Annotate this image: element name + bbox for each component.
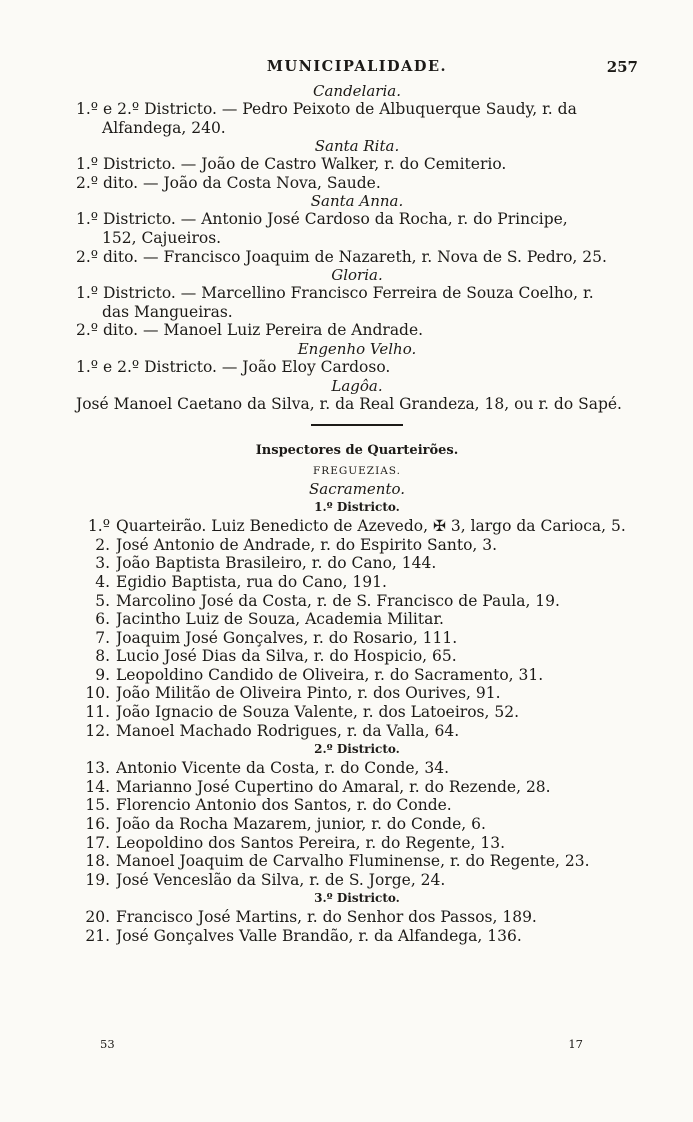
district-entry (76, 358, 638, 377)
district-entry (76, 248, 638, 267)
inspector-row (76, 647, 638, 666)
district-list (76, 908, 638, 945)
inspector-row (76, 759, 638, 778)
inspector-row (76, 610, 638, 629)
running-title: MUNICIPALIDADE. (266, 58, 448, 75)
inspector-number: 14. (85, 777, 110, 796)
entry-lead: 1.º Districto. — Antonio José Cardoso da Rocha, r. do Principe, (76, 210, 568, 229)
inspector-number: 18. (85, 852, 110, 871)
inspector-number: 8. (95, 647, 110, 666)
inspector-entry: José Antonio de Andrade, r. do Espirito Santo, 3. (116, 535, 498, 554)
district-entry (76, 155, 638, 174)
inspector-row (76, 815, 638, 834)
inspector-number: 4. (95, 572, 110, 591)
inspector-number: 9. (95, 665, 110, 684)
inspector-number: 10. (85, 684, 110, 703)
inspector-entry: João da Rocha Mazarem, junior, r. do Conde, 6. (116, 815, 486, 834)
district-entry (76, 321, 638, 340)
inspector-number: 2. (95, 535, 110, 554)
inspector-number: 17. (85, 833, 110, 852)
inspector-entry: Joaquim José Gonçalves, r. do Rosario, 111. (116, 628, 458, 647)
entry-lead: 1.º Districto. — João de Castro Walker, r. do Cemiterio. (76, 155, 507, 174)
inspector-row (76, 852, 638, 871)
councillors-section (76, 82, 638, 413)
entry-lead: 2.º dito. — Manoel Luiz Pereira de Andrade. (76, 321, 424, 340)
entry-lead: 1.º Districto. — Marcellino Francisco Ferreira de Souza Coelho, r. (76, 284, 594, 303)
inspector-number: 16. (85, 815, 110, 834)
inspector-number: 7. (95, 628, 110, 647)
parish-heading: Candelaria. (313, 82, 401, 100)
inspector-number: 12. (85, 721, 110, 740)
inspectors-section (76, 441, 638, 945)
district-list (76, 759, 638, 889)
page-header (76, 58, 638, 82)
inspector-number: 19. (85, 870, 110, 889)
section-divider (311, 424, 403, 426)
parish-heading: Santa Rita. (314, 137, 400, 156)
parish-heading: Sacramento. (308, 480, 406, 499)
parish-heading: Engenho Velho. (297, 339, 417, 358)
inspector-row (76, 629, 638, 648)
inspector-number: 3. (95, 554, 110, 573)
inspector-entry: Lucio José Dias da Silva, r. do Hospicio, 65. (116, 647, 457, 666)
inspector-row (76, 927, 638, 946)
inspector-entry: Francisco José Martins, r. do Senhor dos Passos, 189. (116, 908, 537, 927)
district-entry (76, 100, 638, 137)
inspector-entry: Antonio Vicente da Costa, r. do Conde, 34. (116, 759, 450, 778)
inspector-row (76, 573, 638, 592)
page-number: 257 (606, 58, 638, 76)
district-entry (76, 395, 638, 414)
inspector-row (76, 722, 638, 741)
inspector-entry: João Ignacio de Souza Valente, r. dos Latoeiros, 52. (116, 703, 519, 722)
inspector-entry: Egidio Baptista, rua do Cano, 191. (116, 572, 387, 591)
inspector-number: 5. (95, 591, 110, 610)
inspector-number: 11. (85, 703, 110, 722)
inspector-row (76, 666, 638, 685)
district-entry (76, 174, 638, 193)
inspector-row (76, 796, 638, 815)
entry-continuation: Alfandega, 240. (102, 118, 226, 137)
document-page (76, 58, 638, 946)
parish-heading: Santa Anna. (310, 192, 404, 211)
entry-continuation: 152, Cajueiros. (102, 228, 222, 247)
entry-lead: 1.º e 2.º Districto. — Pedro Peixoto de Albuquerque Saudy, r. da (76, 100, 577, 118)
district-list (76, 517, 638, 740)
inspector-entry: José Gonçalves Valle Brandão, r. da Alfandega, 136. (116, 927, 522, 945)
entry-lead: 2.º dito. — Francisco Joaquim de Nazareth, r. Nova de S. Pedro, 25. (76, 247, 607, 266)
inspector-row (76, 592, 638, 611)
district-entry (76, 284, 638, 321)
inspector-entry: Marcolino José da Costa, r. de S. Francisco de Paula, 19. (116, 591, 560, 610)
inspector-entry: Leopoldino dos Santos Pereira, r. do Regente, 13. (116, 833, 506, 852)
entry-lead: 2.º dito. — João da Costa Nova, Saude. (76, 173, 381, 192)
inspector-entry: Jacintho Luiz de Souza, Academia Militar. (116, 610, 444, 629)
inspector-row (76, 871, 638, 890)
inspector-entry: Marianno José Cupertino do Amaral, r. do Rezende, 28. (116, 777, 551, 796)
inspector-row (76, 684, 638, 703)
entry-lead: 1.º e 2.º Districto. — João Eloy Cardoso. (76, 357, 391, 376)
inspector-entry: Manoel Machado Rodrigues, r. da Valla, 64. (116, 721, 460, 740)
inspector-entry: Manoel Joaquim de Carvalho Fluminense, r. do Regente, 23. (116, 852, 590, 871)
inspector-row (76, 778, 638, 797)
inspector-entry: Florencio Antonio dos Santos, r. do Conde. (116, 796, 452, 815)
district-heading: 3.º Districto. (314, 891, 400, 906)
inspector-row (76, 703, 638, 722)
inspector-row (76, 554, 638, 573)
entry-lead: José Manoel Caetano da Silva, r. da Real Grandeza, 18, ou r. do Sapé. (76, 394, 622, 413)
district-entry (76, 210, 638, 247)
inspector-row (76, 517, 638, 536)
inspector-row (76, 536, 638, 555)
parish-heading: Gloria. (331, 266, 383, 285)
inspector-number: 13. (85, 759, 110, 778)
inspector-number: 6. (95, 610, 110, 629)
signature-mark-right: 17 (568, 1037, 583, 1051)
inspector-number: 15. (85, 796, 110, 815)
inspector-row (76, 908, 638, 927)
district-heading: 2.º Districto. (314, 742, 400, 757)
inspector-number: 21. (85, 927, 110, 945)
inspector-entry: Quarteirão. Luiz Benedicto de Azevedo, ✠ 3, largo da Carioca, 5. (116, 517, 626, 536)
section-subtitle: FREGUEZIAS. (313, 465, 401, 478)
inspector-entry: José Venceslão da Silva, r. de S. Jorge, 24. (116, 870, 446, 889)
inspector-entry: João Baptista Brasileiro, r. do Cano, 144. (116, 554, 437, 573)
inspector-entry: João Militão de Oliveira Pinto, r. dos Ourives, 91. (116, 684, 501, 703)
district-heading: 1.º Districto. (314, 500, 400, 515)
signature-mark-left: 53 (100, 1037, 115, 1051)
parish-heading: Lagôa. (331, 376, 383, 395)
inspector-entry: Leopoldino Candido de Oliveira, r. do Sacramento, 31. (116, 665, 544, 684)
inspector-row (76, 834, 638, 853)
section-title: Inspectores de Quarteirões. (255, 443, 459, 459)
inspector-number: 20. (85, 908, 110, 927)
inspector-number: 1.º (87, 517, 110, 536)
entry-continuation: das Mangueiras. (102, 302, 233, 321)
